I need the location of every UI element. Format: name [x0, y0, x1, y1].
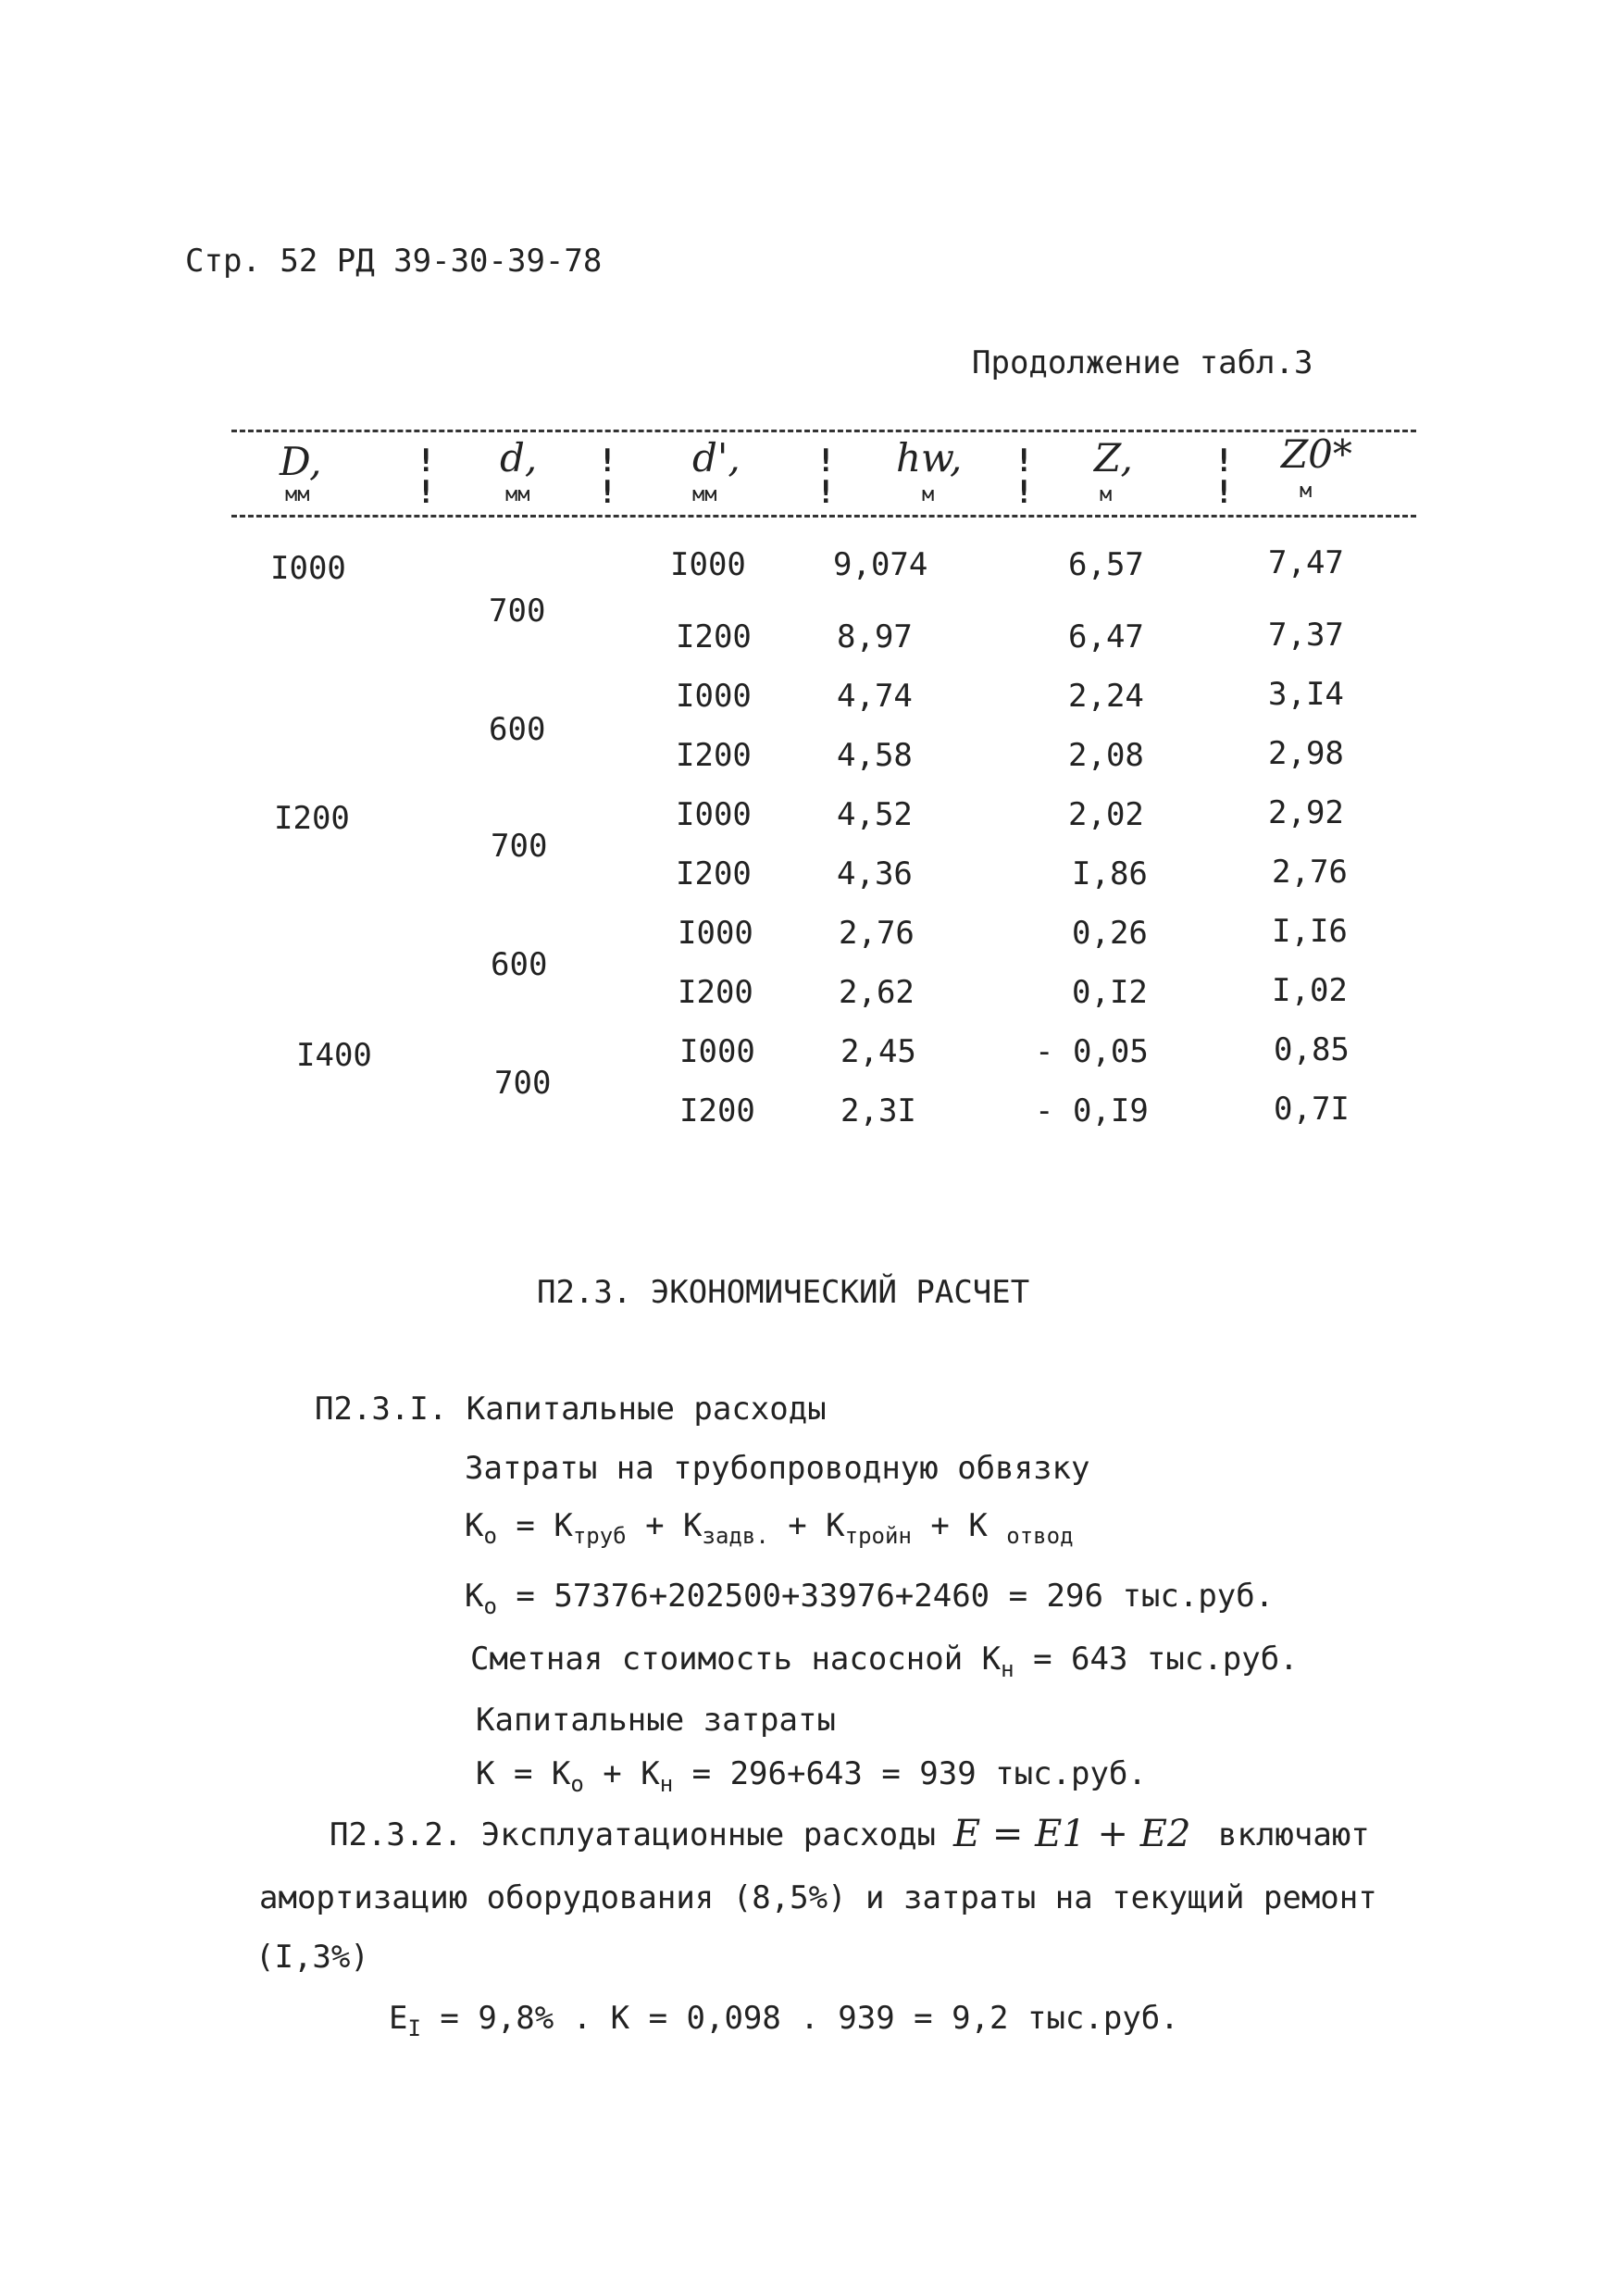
table-continuation-label: Продолжение табл.3: [972, 344, 1313, 381]
hw-cell: 4,74: [837, 678, 913, 715]
header-hw-unit: м: [922, 483, 935, 506]
header-separator: !: [598, 474, 617, 511]
d-prime-cell: I200: [679, 1092, 755, 1129]
D-value: I400: [296, 1037, 372, 1074]
header-D-unit: мм: [285, 483, 310, 506]
text-line: (I,3%): [255, 1939, 369, 1976]
z0-cell: 3,I4: [1268, 676, 1344, 713]
header-Z-symbol: Z,: [1094, 435, 1133, 480]
table-top-rule: [231, 430, 1416, 432]
z0-cell: 2,76: [1272, 854, 1348, 891]
z0-cell: I,02: [1272, 972, 1348, 1009]
z-cell: 6,57: [1068, 546, 1144, 583]
header-separator: !: [1214, 443, 1234, 480]
d-prime-cell: I200: [678, 974, 753, 1011]
z0-cell: I,I6: [1272, 913, 1348, 950]
section-title: П2.3. ЭКОНОМИЧЕСКИЙ РАСЧЕТ: [537, 1274, 1030, 1311]
header-d-prime-unit: мм: [692, 483, 717, 506]
formula-e: E = E1 + E2: [953, 1813, 1191, 1855]
d-prime-cell: I000: [676, 678, 752, 715]
d-prime-cell: I000: [678, 915, 753, 952]
hw-cell: 2,62: [839, 974, 915, 1011]
d-prime-cell: I200: [676, 855, 752, 892]
z0-cell: 2,98: [1268, 735, 1344, 772]
text-line: Затраты на трубопроводную обвязку: [465, 1450, 1090, 1487]
d-prime-cell: I200: [676, 618, 752, 655]
d-prime-cell: I000: [670, 546, 746, 583]
d-prime-cell: I000: [679, 1033, 755, 1070]
header-separator: !: [1214, 474, 1234, 511]
hw-cell: 4,52: [837, 796, 913, 833]
z-cell: 2,02: [1068, 796, 1144, 833]
hw-cell: 2,76: [839, 915, 915, 952]
header-separator: !: [417, 474, 436, 511]
subsection-title: П2.3.I. Капитальные расходы: [315, 1391, 827, 1428]
text-line: Капитальные затраты: [476, 1702, 836, 1739]
header-Z-unit: м: [1100, 483, 1113, 506]
hw-cell: 4,36: [837, 855, 913, 892]
d-value: 700: [494, 1065, 552, 1102]
d-value: 600: [491, 946, 548, 983]
text-line: включают: [1218, 1816, 1370, 1853]
z-cell: I,86: [1072, 855, 1148, 892]
hw-cell: 9,074: [833, 546, 928, 583]
z0-cell: 7,47: [1268, 544, 1344, 581]
z0-cell: 0,7I: [1274, 1091, 1350, 1128]
D-value: I000: [270, 550, 346, 587]
table-header-rule: [231, 515, 1416, 518]
hw-cell: 2,3I: [840, 1092, 916, 1129]
header-Z0-symbol: Z0*: [1281, 431, 1352, 477]
z-cell: 2,24: [1068, 678, 1144, 715]
z0-cell: 7,37: [1268, 617, 1344, 654]
hw-cell: 2,45: [840, 1033, 916, 1070]
hw-cell: 4,58: [837, 737, 913, 774]
d-value: 700: [489, 593, 546, 630]
header-Z0-unit: м: [1300, 480, 1313, 503]
D-value: I200: [274, 800, 350, 837]
header-separator: !: [1014, 474, 1034, 511]
z-cell: - 0,05: [1035, 1033, 1149, 1070]
header-D-symbol: D,: [280, 439, 322, 484]
formula-ko: $К_о = К_{труб} + К_{задв.} + К_{тройн} + К$ $_{отвод}$: [465, 1507, 1074, 1549]
d-prime-cell: I200: [676, 737, 752, 774]
d-value: 600: [489, 711, 546, 748]
formula-ko-value: $К_о = 57376+202500+33976+2460 = 296$ тыс.руб.: [465, 1578, 1275, 1619]
hw-cell: 8,97: [837, 618, 913, 655]
header-hw-symbol: hw,: [896, 435, 963, 480]
header-d-symbol: d,: [500, 435, 538, 480]
z-cell: 0,26: [1072, 915, 1148, 952]
formula-kn: Сметная стоимость насосной $К_н = 643$ тыс.руб.: [470, 1641, 1299, 1682]
header-separator: !: [417, 443, 436, 480]
header-separator: !: [816, 474, 836, 511]
d-value: 700: [491, 828, 548, 865]
header-d-unit: мм: [505, 483, 530, 506]
header-d-prime-symbol: d',: [692, 435, 741, 480]
header-separator: !: [1014, 443, 1034, 480]
z0-cell: 2,92: [1268, 794, 1344, 831]
subsection-title: П2.3.2. Эксплуатационные расходы: [330, 1816, 937, 1853]
header-separator: !: [816, 443, 836, 480]
z0-cell: 0,85: [1274, 1031, 1350, 1068]
z-cell: 2,08: [1068, 737, 1144, 774]
formula-k-total: $К = К_о + К_н = 296+643 = 939$ тыс.руб.: [476, 1755, 1147, 1797]
formula-e1: $E_I = 9,8\%$ . К = 0,098 . 939 = 9,2 тыс.руб.: [389, 2000, 1179, 2041]
page-header: Стр. 52 РД 39-30-39-78: [185, 243, 603, 280]
d-prime-cell: I000: [676, 796, 752, 833]
z-cell: - 0,I9: [1035, 1092, 1149, 1129]
z-cell: 0,I2: [1072, 974, 1148, 1011]
header-separator: !: [598, 443, 617, 480]
text-line: амортизацию оборудования (8,5%) и затраты на текущий ремонт: [259, 1879, 1377, 1916]
z-cell: 6,47: [1068, 618, 1144, 655]
